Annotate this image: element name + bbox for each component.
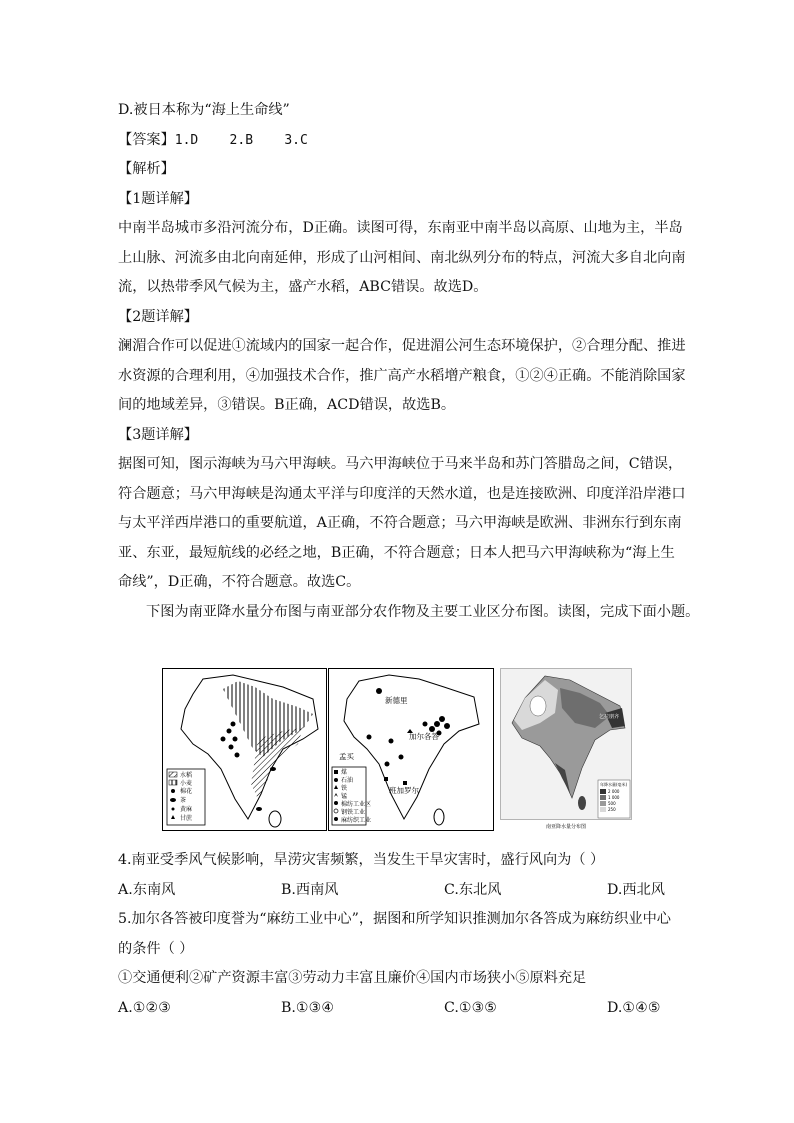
- legend-label: 棉花: [180, 788, 193, 795]
- city-bangalore: 班加罗尔: [389, 786, 419, 795]
- q2-line: 澜湄合作可以促进①流域内的国家一起合作，促进湄公河生态环境保护，②合理分配、推进: [118, 338, 686, 354]
- city-new-delhi: 新德里: [385, 696, 408, 705]
- q4-option-a: A.东南风: [118, 881, 176, 898]
- q5-stem: 5.加尔各答被印度誉为“麻纺工业中心”，据图和所学知识推测加尔各答成为麻纺织业中心: [118, 911, 671, 927]
- document-page: [118, 96, 700, 627]
- q1-line: 流，以热带季风气候为主，盛产水稻，ABC错误。故选D。: [118, 279, 488, 295]
- legend-label: 黄麻: [180, 806, 193, 813]
- q4-option-c: C.东北风: [444, 881, 502, 898]
- q3-line: 据图可知，图示海峡为马六甲海峡。马六甲海峡位于马来半岛和苏门答腊岛之间，C错误，: [118, 456, 683, 472]
- legend-label: 茶: [180, 797, 187, 804]
- precip-legend-title: 年降水量(毫米): [600, 782, 628, 787]
- precip-legend-value: 500: [608, 801, 616, 806]
- city-mumbai: 孟买: [339, 752, 354, 761]
- q3-line: 亚、东亚，最短航线的必经之地，B正确，不符合题意；日本人把马六甲海峡称为“海上生: [118, 544, 675, 561]
- q3-title: 【3题详解】: [118, 426, 198, 443]
- q5-option-c: C.①③⑤: [444, 999, 498, 1016]
- answer-values: 1.D 2.B 3.C: [174, 132, 308, 148]
- city-dot: [376, 688, 382, 694]
- legend-label: 棉纺工业区: [341, 801, 372, 808]
- legend-label: 煤: [341, 769, 348, 776]
- figure-intro: 下图为南亚降水量分布图与南亚部分农作物及主要工业区分布图。读图，完成下面小题。: [146, 603, 700, 620]
- map-caption: 南亚降水量分布图: [545, 824, 587, 830]
- legend-label: 石油: [341, 777, 354, 784]
- q4-option-b: B.西南风: [281, 881, 339, 898]
- q1-line: 中南半岛城市多沿河流分布，D正确。读图可得，东南亚中南半岛以高原、山地为主，半岛: [118, 220, 683, 236]
- legend-label: 麻纺织工业: [341, 817, 372, 824]
- q3-line: 命线”，D正确，不符合题意。故选C。: [118, 574, 361, 590]
- q3-option-d: D.被日本称为“海上生命线”: [118, 102, 290, 118]
- q1-title: 【1题详解】: [118, 190, 198, 207]
- q2-line: 水资源的合理利用，④加强技术合作，推广高产水稻增产粮食，①②④正确。不能消除国家: [118, 367, 686, 384]
- q5-option-b: B.①③④: [281, 999, 335, 1016]
- q5-conditions: ①交通便利②矿产资源丰富③劳动力丰富且廉价④国内市场狭小⑤原料充足: [118, 970, 587, 986]
- q5-options: [118, 994, 686, 1024]
- legend-label: 甘蔗: [180, 815, 193, 822]
- answer-line: [118, 126, 686, 156]
- q3-line: 与太平洋西岸港口的重要航道，A正确，不符合题意；马六甲海峡是欧洲、非洲东行到东南: [118, 515, 682, 531]
- questions-block: [118, 846, 686, 1023]
- legend-label: 水稻: [180, 772, 193, 779]
- industry-map: [328, 668, 494, 831]
- q4-stem: 4.南亚受季风气候影响，旱涝灾害频繁，当发生干旱灾害时，盛行风向为（ ）: [118, 852, 605, 868]
- q4-options: [118, 876, 686, 906]
- precipitation-map: [500, 668, 632, 831]
- q3-line: 符合题意；马六甲海峡是沟通太平洋与印度洋的天然水道，也是连接欧洲、印度洋沿岸港口: [118, 485, 686, 502]
- precip-legend-value: 1 000: [608, 795, 620, 800]
- q1-line: 上山脉、河流多由北向南延伸，形成了山河相间、南北纵列分布的特点，河流大多自北向南: [118, 249, 686, 266]
- q5-stem-cont: 的条件（ ）: [118, 940, 194, 957]
- crop-map: [162, 668, 327, 831]
- precip-legend-value: 2 000: [608, 789, 620, 794]
- q2-line: 间的地域差异，③错误。B正确，ACD错误，故选B。: [118, 397, 456, 413]
- q5-option-d: D.①④⑤: [607, 999, 661, 1016]
- legend-label: 小麦: [180, 780, 193, 787]
- legend-label: 钢铁工业: [341, 809, 366, 816]
- figure-maps: [162, 668, 632, 831]
- q2-title: 【2题详解】: [118, 308, 198, 325]
- legend-label: 锰: [341, 793, 348, 800]
- q4-option-d: D.西北风: [607, 881, 665, 898]
- precip-legend-value: 250: [608, 807, 616, 812]
- place-label: 乞拉朋齐: [599, 714, 620, 720]
- analysis-label: 【解析】: [118, 161, 175, 177]
- q5-option-a: A.①②③: [118, 999, 171, 1016]
- answer-label: 【答案】: [118, 131, 175, 148]
- city-kolkata: 加尔各答: [409, 732, 439, 741]
- legend-label: 铁: [341, 785, 348, 792]
